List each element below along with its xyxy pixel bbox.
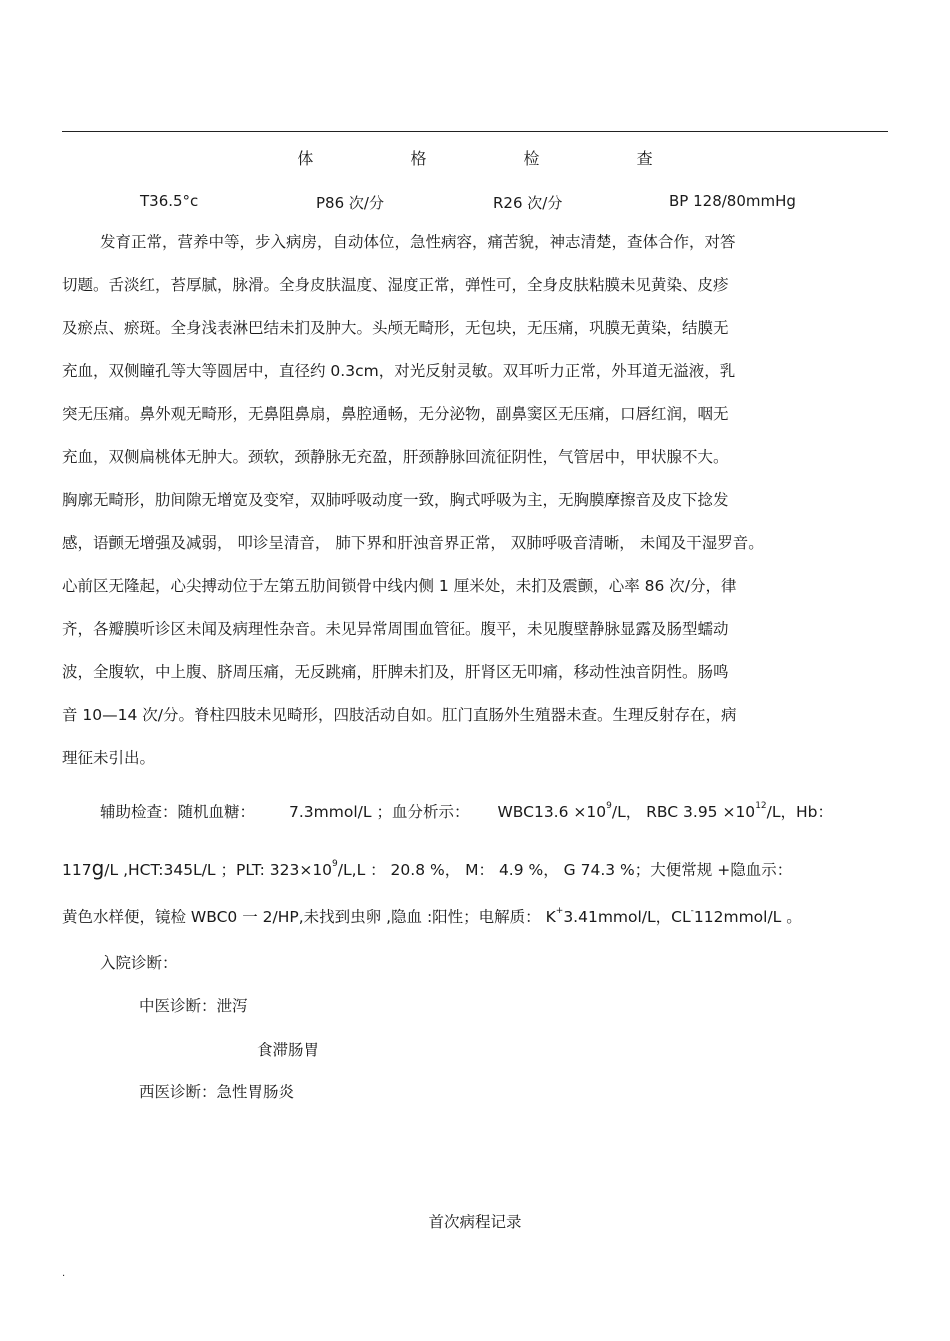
exam-line: 及瘀点、瘀斑。全身浅表淋巴结未扪及肿大。头颅无畸形，无包块，无压痛，巩膜无黄染，结膜无 (62, 319, 729, 337)
page-mark: . (62, 1268, 66, 1279)
wbc-value: WBC13.6 ×10 (497, 803, 607, 821)
aux-exam-line-1 (100, 802, 833, 822)
diff-values: /L,L ： 20.8 %， M： 4.9 %， G 74.3 %；大便常规 +隐血示： (337, 861, 793, 879)
exam-line: 胸廓无畸形，肋间隙无增宽及变窄，双肺呼吸动度一致，胸式呼吸为主，无胸膜摩擦音及皮下捻发 (62, 491, 729, 509)
exam-line: 充血，双侧瞳孔等大等圆居中，直径约 0.3cm，对光反射灵敏。双耳听力正常，外耳道无溢液，乳 (62, 362, 736, 380)
exam-line: 心前区无隆起，心尖搏动位于左第五肋间锁骨中线内侧 1 厘米处，未扪及震颤，心率 86 次/分，律 (62, 577, 737, 595)
hb-label: /L，Hb： (766, 803, 833, 821)
exam-line: 发育正常，营养中等，步入病房，自动体位，急性病容，痛苦貌，神志清楚，查体合作，对答 (100, 233, 736, 251)
exam-line: 音 10—14 次/分。脊柱四肢未见畸形，四肢活动自如。肛门直肠外生殖器未查。生理反射存在，病 (62, 706, 737, 724)
tcm-diagnosis: 中医诊断：泄泻 (139, 997, 248, 1015)
glucose-value: 7.3mmol/L ；血分析示： (289, 803, 470, 821)
vital-blood-pressure: BP 128/80mmHg (669, 192, 796, 210)
cl-charge: - (690, 906, 694, 916)
hb-value: 117 (62, 861, 92, 879)
top-rule (62, 131, 888, 132)
rbc-exponent: 12 (755, 801, 767, 811)
exam-line: 突无压痛。鼻外观无畸形，无鼻阻鼻扇，鼻腔通畅，无分泌物，副鼻窦区无压痛，口唇红润，咽无 (62, 405, 729, 423)
exam-line: 感，语颤无增强及减弱， 叩诊呈清音， 肺下界和肝浊音界正常， 双肺呼吸音清晰， 未闻及干湿罗音。 (62, 534, 764, 552)
cl-value: 112mmol/L 。 (693, 908, 802, 926)
admission-diagnosis-heading: 入院诊断： (100, 954, 178, 972)
aux-label: 辅助检查：随机血糖： (100, 803, 256, 821)
aux-exam-line-3 (62, 907, 802, 927)
vital-temperature: T36.5°c (140, 192, 199, 210)
plt-exponent: 9 (332, 859, 338, 869)
wbc-exponent: 9 (606, 801, 612, 811)
hct-plt-value: /L ,HCT:345L/L ；PLT: 323×10 (104, 861, 333, 879)
exam-line: 波，全腹软，中上腹、脐周压痛，无反跳痛，肝脾未扪及，肝肾区无叩痛，移动性浊音阴性。肠鸣 (62, 663, 729, 681)
hb-unit-g: g (91, 856, 105, 880)
rbc-value: /L， RBC 3.95 ×10 (611, 803, 756, 821)
vital-respiration: R26 次/分 (493, 194, 563, 212)
k-charge: + (555, 906, 564, 916)
western-diagnosis: 西医诊断：急性胃肠炎 (139, 1083, 295, 1101)
exam-line: 理征未引出。 (62, 749, 156, 767)
section-title: 体 格 检 查 (297, 149, 699, 168)
next-section-title: 首次病程记录 (428, 1213, 522, 1231)
k-value: 3.41mmol/L，CL (563, 908, 691, 926)
tcm-syndrome: 食滞肠胃 (257, 1041, 320, 1059)
vital-pulse: P86 次/分 (316, 194, 384, 212)
exam-line: 充血，双侧扁桃体无肿大。颈软，颈静脉无充盈，肝颈静脉回流征阴性，气管居中，甲状腺不大。 (62, 448, 729, 466)
aux-exam-line-2 (62, 858, 792, 880)
stool-electrolyte-text: 黄色水样便，镜检 WBC0 一 2/HP,未找到虫卵 ,隐血 :阳性；电解质： K (62, 908, 556, 926)
exam-line: 齐，各瓣膜听诊区未闻及病理性杂音。未见异常周围血管征。腹平，未见腹壁静脉显露及肠型蠕动 (62, 620, 729, 638)
exam-line: 切题。舌淡红，苔厚腻，脉滑。全身皮肤温度、湿度正常，弹性可，全身皮肤粘膜未见黄染、皮疹 (62, 276, 729, 294)
